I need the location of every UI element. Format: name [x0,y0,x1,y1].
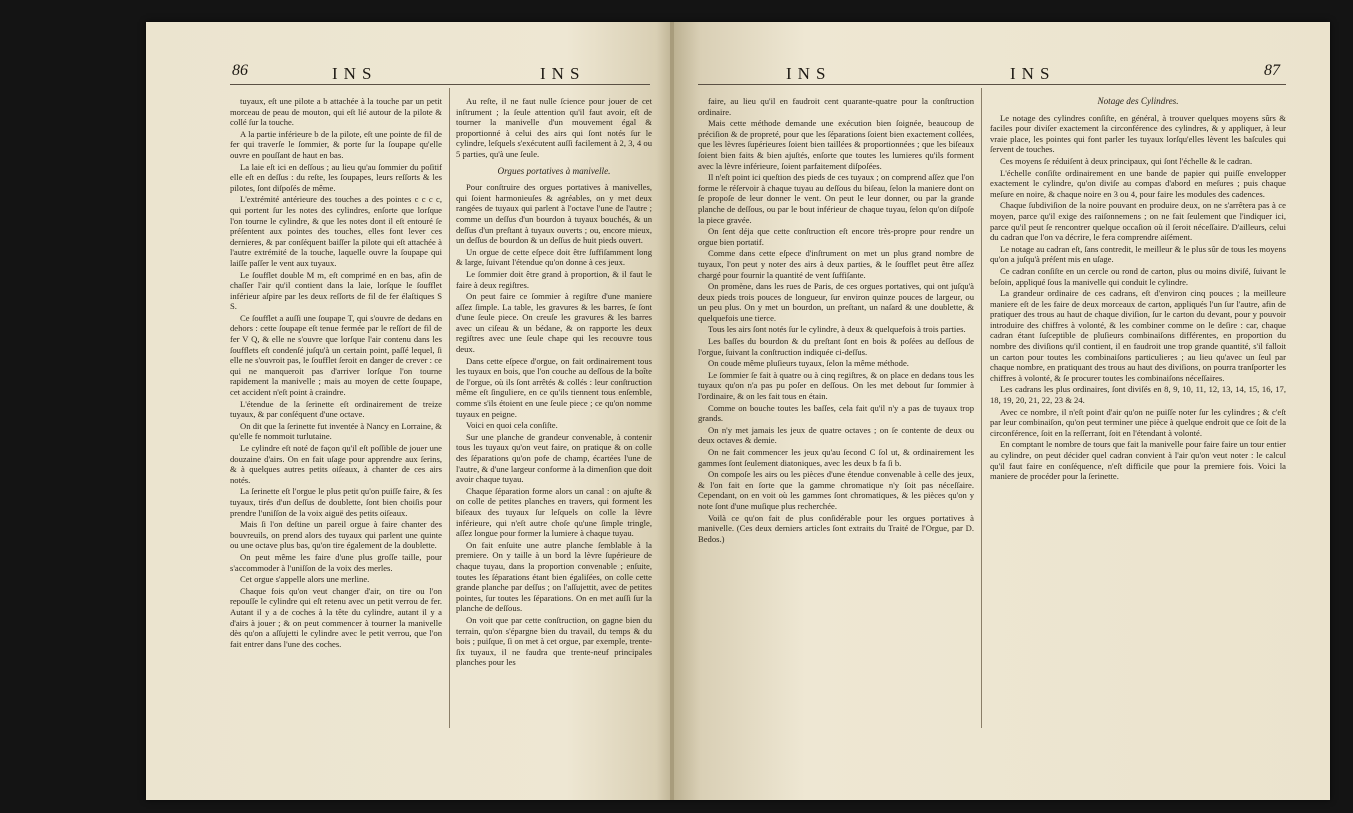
paragraph: On voit que par cette conſtruction, on gagne bien du terrain, qu'on s'épargne bien du travail, du temps & du bois ; puiſque, ſi on met à cet orgue, par exemple, trente-ſix tuyaux, il ne faudra que trente-neuf principales planches pour les [456,614,652,668]
paragraph: Chaque ſubdiviſion de la noire pouvant en produire deux, on ne s'arrêtera pas à ce moyen, parce qu'il exige des raiſonnemens ; on ne fait ſeulement que l'indiquer ici, parce qu'il peut ſe rencontrer quelque occaſion où il ſeroit néceſſaire. D'ailleurs, celui du cadran que l'on va décrire, le fera comprendre aiſément. [990,200,1286,243]
section-title: Orgues portatives à manivelle. [497,165,611,176]
paragraph: Le ſommier doit être grand à proportion, & il faut le faire à deux regiſtres. [456,268,652,290]
paragraph: Voilà ce qu'on fait de plus conſidérable pour les orgues portatives à manivelle. (Ces deux derniers articles ſont extraits du Traité de l'Orgue, par D. Bedos.) [698,512,974,544]
paragraph: L'étendue de la ſerinette eſt ordinairement de treize tuyaux, & par conſéquent d'une octave. [230,398,442,420]
column-separator [449,88,450,728]
paragraph: L'échelle conſiſte ordinairement en une bande de papier qui puiſſe envelopper exactement le cylindre, qu'on diviſe au compas d'abord en meſures ; puis chaque meſure en noire, & chaque noire en 3 ou 4, pour faire les modules des cadences. [990,167,1286,199]
page-number: 86 [232,62,248,79]
section-title: Notage des Cylindres. [1097,96,1179,106]
paragraph: On fait enſuite une autre planche ſemblable à la premiere. On y taille à un bord la lèvre ſupérieure de chaque tuyau, dans la proportion convenable ; enſuite, toutes les ſéparations étant bien égaliſées, on colle cette grande planche par deſſus ; on l'aſſujettit, avec de petites pointes, ſur toutes les ſéparations. On en met auſſi ſur la planche de deſſous. [456,539,652,614]
paragraph: On dit que la ſerinette fut inventée à Nancy en Lorraine, & qu'elle fe nommoit turlutaine. [230,420,442,442]
paragraph: L'extrémité antérieure des touches a des pointes c c c c, qui portent ſur les notes des cylindres, enſorte que lorſque l'on tourne le cylindre, & que les notes dont il eſt entouré ſe préſentent aux pointes des touches, elles font lever ces dernieres, & par conſéquent baiſſer la pilote qui eſt attachée à l'autre extrémité de la touche, laquelle ouvre la ſoupape qui laiſſe paſſer le vent aux tuyaux. [230,194,442,268]
paragraph: Le notage des cylindres conſiſte, en général, à trouver quelques moyens sûrs & faciles pour diviſer exactement la circonférence des cylindres, & y appliquer, à leur vraie place, les pointes qui font parler les tuyaux lorſqu'elles lèvent les baſcules qui ſervent de touches. [990,112,1286,155]
paragraph: tuyaux, eſt une pilote a b attachée à la touche par un petit morceau de peau de mouton, qui eſt lié autour de la pilote & collé ſur la touche. [230,96,442,128]
paragraph: Pour conſtruire des orgues portatives à manivelles, qui ſoient harmonieuſes & agréables, on y met deux rangées de tuyaux qui parlent à l'octave l'une de l'autre ; comme un deſſus d'un bourdon à tuyaux bouchés, & un deſſus d'un preſtant à tuyaux ouverts ; ou, encore mieux, un deſſus de bourdon & un deſſus de huit pieds ouvert. [456,182,652,246]
paragraph: Les cadrans les plus ordinaires, ſont diviſés en 8, 9, 10, 11, 12, 13, 14, 15, 16, 17, 18, 19, 20, 21, 22, 23 & 24. [990,384,1286,406]
running-head-right-col: INS [540,64,586,83]
paragraph: Un orgue de cette eſpece doit être ſuffiſamment long & large, ſuivant l'étendue qu'on donne à ces jeux. [456,246,652,268]
paragraph: On peut même les faire d'une plus groſſe taille, pour s'accommoder à l'uniſſon de la voix des merles. [230,551,442,573]
header-rule [230,84,650,85]
paragraph: Comme dans cette eſpece d'inſtrument on met un plus grand nombre de tuyaux, l'on peut y noter des airs à deux parties, & le ſoufflet peut être aſſez chargé pour fournir la quantité de vent ſuffiſante. [698,248,974,280]
running-head: INS [332,64,378,83]
paragraph: Le cylindre eſt noté de façon qu'il eſt poſſible de jouer une douzaine d'airs. On en fait uſage pour apprendre aux ſerins, & à quelques autres petits oiſeaux, à chanter de ces airs notés. [230,443,442,485]
paragraph: On n'y met jamais les jeux de quatre octaves ; on ſe contente de deux ou deux octaves & demie. [698,424,974,446]
book-spread [146,22,1330,800]
paragraph: On compoſe les airs ou les pièces d'une étendue convenable à celle des jeux, & l'on fait en ſorte que la gamme chromatique n'y ſoit pas néceſſaire. Cependant, on en voit où les gammes ſont chromatiques, & les pièces qu'on y note ſont d'une muſique plus recherchée. [698,469,974,511]
paragraph: Ces moyens ſe réduiſent à deux principaux, qui ſont l'échelle & le cadran. [1000,155,1253,166]
paragraph: Il n'eſt point ici queſtion des pieds de ces tuyaux ; on comprend aſſez que l'on forme le réſervoir à chaque tuyau au deſſous du biſeau, ſelon la maniere dont on ſe propoſe de leur donner le vent. On peut le leur donner, ou par la grande planche de deſſous, ou par le bout inférieur de chaque tuyau, ſelon qu'on diſpoſe la piece gravée. [698,172,974,225]
paragraph: faire, au lieu qu'il en faudroit cent quarante-quatre pour la conſtruction ordinaire. [698,96,974,117]
paragraph: Le ſommier ſe fait à quatre ou à cinq regiſtres, & on place en dedans tous les tuyaux qu'on n'a pas pu poſer en deſſous. On les met debout ſur ſommier à l'ordinaire, & on les fait tous en étain. [698,369,974,402]
left-page [146,22,672,800]
paragraph: On ſent déja que cette conſtruction eſt encore très-propre pour rendre un orgue bien portatif. [698,226,974,247]
paragraph: Mais cette méthode demande une exécution bien ſoignée, beaucoup de préciſion & de propreté, pour que les ſéparations ſoient bien exactement collées, que les lèvres ſupérieures ſoient bien taillées & proportionnées ; que les biſeaux ſoient bien faits & bien ajuſtés, enſorte que toutes les lumieres qu'ils forment avec la lèvre inférieure, ſoient parfaitement diſpoſées. [698,118,974,171]
paragraph: On coude même pluſieurs tuyaux, ſelon la même méthode. [708,358,909,369]
paragraph: Tous les airs ſont notés ſur le cylindre, à deux & quelquefois à trois parties. [708,324,966,335]
paragraph: Les baſſes du bourdon & du preſtant ſont en bois & poſées au deſſous de l'orgue, ſuivant la conſtruction indiquée ci-deſſus. [698,336,974,357]
left-column [698,96,974,545]
paragraph: Le notage au cadran eſt, ſans contredit, le meilleur & le plus sûr de tous les moyens qu'on a juſqu'à préſent mis en uſage. [990,243,1286,265]
paragraph: Ce cadran conſiſte en un cercle ou rond de carton, plus ou moins diviſé, ſuivant le beſoin, appliqué ſous la manivelle qui conduit le cylindre. [990,265,1286,287]
paragraph: Dans cette eſpece d'orgue, on fait ordinairement tous les tuyaux en bois, que l'on couche au deſſous de la boîte de l'orgue, où ils ſont arrêtés & collés : leur conſtruction même eſt ſinguliere, en ce qu'ils tiennent tous enſemble, comme s'ils étoient en une ſeule piece ; ce qu'on nomme tuyaux en peigne. [456,355,652,419]
paragraph: Avec ce nombre, il n'eſt point d'air qu'on ne puiſſe noter ſur les cylindres ; & c'eſt par leur combinaiſon, qu'on peut terminer une pièce à quelque endroit que ce ſoit de la circonférence, ſoit en la reſſerrant, ſoit en l'étendant à volonté. [990,406,1287,438]
header-rule [698,84,1286,85]
paragraph: On peut faire ce ſommier à regiſtre d'une maniere aſſez ſimple. La table, les gravures & les barres, ſe ſont d'une ſeule piece. On creuſe les gravures & les barres avec un ciſeau & un bédane, & on rapporte les deux regiſtres avec une ſeule chape qui les recouvre tous deux. [456,291,652,355]
running-head: INS [786,64,832,83]
paragraph: Mais ſi l'on deſtine un pareil orgue à faire chanter des bouvreuils, on prend alors des tuyaux qui parlent une quinte ou une octave plus bas, qu'on tire également de la doublette. [230,519,442,551]
paragraph: A la partie inférieure b de la pilote, eſt une pointe de fil de fer qui traverſe le ſommier, & porte ſur la ſoupape qu'elle ouvre en pouſſant de haut en bas. [230,128,442,160]
paragraph: Chaque ſéparation forme alors un canal : on ajuſte & on colle de petites planches en travers, qui forment les biſeaux des tuyaux ſur leſquels on colle la lèvre inférieure, qui n'eſt autre choſe qu'une ſimple tringle, aſſez longue pour former la lumiere à chaque tuyau. [456,485,652,539]
running-head-right-col: INS [1010,64,1056,83]
right-page [674,22,1330,800]
page-number: 87 [1264,62,1280,79]
paragraph: Cet orgue s'appelle alors une merline. [240,574,370,585]
paragraph: Chaque fois qu'on veut changer d'air, on tire ou l'on repouſſe le cylindre qui eſt retenu avec un petit verrou de fer. Autant il y a de coches à la tête du cylindre, autant il y a d'airs à jouer ; & on peut commencer à tourner la manivelle dès qu'on a aſſujetti le cylindre avec le petit verrou, que l'on fait entrer dans l'une des coches. [230,585,442,649]
paragraph: Le ſoufflet double M m, eſt comprimé en en bas, afin de chaſſer l'air qu'il contient dans la laie, lorſque le ſoufflet inférieur aſpire par les deux reſſorts de fil de fer élaſtiques S S. [230,269,442,312]
right-column [456,96,652,669]
column-separator [981,88,982,728]
right-column [990,96,1286,483]
paragraph: Voici en quoi cela conſiſte. [466,420,558,431]
paragraph: La grandeur ordinaire de ces cadrans, eſt d'environ cinq pouces ; la meilleure maniere eſt de les faire de deux morceaux de carton, appliqués l'un ſur l'autre, afin de pratiquer des trous au haut de chaque diviſion, ſur le carton du devant, pour y pouvoir introduire des chiffres à volonté, & les combiner comme on le deſire : car, chaque cadran étant ſuſceptible de pluſieurs combinaiſons différentes, en proportion du nombre des diviſions qu'il contient, il en faudroit une trop grande quantité, s'il falloit un carton pour toutes les combinaiſons particulieres ; au lieu qu'avec un ſeul par chaque nombre, en pratiquant des trous au haut des diviſions, on pourra tranſporter les chiffres à volonté, & ſe procurer toutes les combinaiſons néceſſaires. [990,288,1286,383]
paragraph: La ſerinette eſt l'orgue le plus petit qu'on puiſſe faire, & ſes tuyaux, tirés d'un deſſus de doublette, ſont bien choiſis pour prendre l'uniſſon de la voix aiguë des petits oiſeaux. [230,486,442,518]
paragraph: Ce ſoufflet a auſſi une ſoupape T, qui s'ouvre de dedans en dehors : cette ſoupape eſt tenue fermée par le reſſort de fil de fer V Q, & elle ne s'ouvre que lorſque l'air contenu dans les ſoufflets eſt condenſé juſqu'à un certain point, paſſé lequel, ſi elle ne s'ouvroit pas, le ſoufflet ſeroit en danger de crever : ce qui ne manqueroit pas d'arriver lorſque l'on tourne rapidement la manivelle ; mais au moyen de cette ſoupape, cet accident n'eſt point à craindre. [230,312,442,398]
paragraph: Sur une planche de grandeur convenable, à contenir tous les tuyaux qu'on veut faire, on pratique & on colle des ſéparations qu'on pofe de champ, écartées l'une de l'autre, & d'une largeur conforme à la dimenſion que doit avoir chaque tuyau. [456,431,652,485]
paragraph: On ne fait commencer les jeux qu'au ſecond C ſol ut, & ordinairement les gammes ſont ſeulement diatoniques, avec les deux b fa ſi b. [698,447,974,468]
paragraph: En comptant le nombre de tours que fait la manivelle pour faire faire un tour entier au cylindre, on peut décider quel cadran convient à l'air qu'on veut noter : le calcul qu'il faut faire en conſéquence, n'eſt difficile que pour la premiere fois. Voici la maniere de procéder pour la ſerinette. [990,439,1286,482]
paragraph: Au reſte, il ne faut nulle ſcience pour jouer de cet inſtrument ; la ſeule attention qu'il faut avoir, eſt de tourner la manivelle d'un mouvement égal & proportionné à celui des airs qui ſont notés ſur le cylindre, leſquels s'exécutent auſſi facilement à 2, 3, 4 ou 5 parties, qu'à une ſeule. [456,96,652,159]
paragraph: La laie eſt ici en deſſous ; au lieu qu'au ſommier du poſitif elle eſt en deſſus : du reſte, les ſoupapes, leurs reſſorts & les pilotes, ſont diſpoſés de même. [230,161,442,193]
paragraph: Comme on bouche toutes les baſſes, cela fait qu'il n'y a pas de tuyaux trop grands. [698,402,974,424]
left-column [230,96,442,650]
paragraph: On promène, dans les rues de Paris, de ces orgues portatives, qui ont juſqu'à deux pieds trois pouces de longueur, ſur environ quinze pouces de largeur, ou un peu plus. On y met un bourdon, un preſtant, un naſard & une doublette, & quelquefois une tierce. [698,281,974,323]
